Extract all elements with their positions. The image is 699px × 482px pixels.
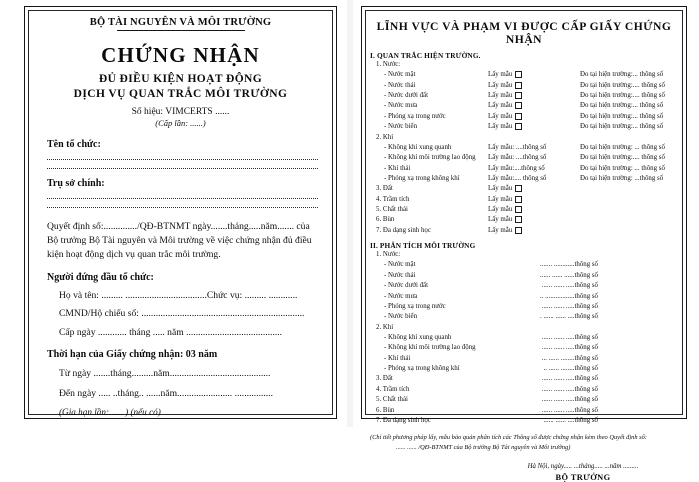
scope-group-label: 5. Chất thải — [376, 206, 408, 214]
sampling-checkbox[interactable] — [515, 102, 522, 109]
onsite-measurement-cell[interactable]: Đo tại hiện trường:... thông số — [580, 123, 664, 131]
scope-group-row[interactable] — [370, 395, 678, 405]
scope-item-row[interactable] — [370, 302, 678, 312]
sampling-checkbox[interactable] — [515, 227, 522, 234]
sampling-checkbox[interactable] — [515, 206, 522, 213]
signer-role: BỘ TRƯỞNG — [555, 473, 611, 482]
sampling-checkbox[interactable] — [515, 92, 522, 99]
right-page-border — [361, 6, 687, 482]
scope-item-row[interactable] — [370, 70, 678, 80]
sampling-label: Lấy mẫu — [488, 81, 513, 89]
sampling-label: Lấy mẫu — [488, 102, 513, 110]
sampling-cell[interactable] — [488, 91, 580, 101]
onsite-measurement-cell[interactable]: Đo tại hiện trường:.... thông số — [580, 92, 665, 100]
scope-item-label: - Nước biển — [384, 313, 418, 321]
scope-item-label: - Khí thải — [384, 164, 411, 172]
sampling-label: Lấy mẫu — [488, 216, 513, 224]
sampling-cell — [488, 153, 580, 163]
scope-group-label: 6. Bùn — [376, 406, 395, 414]
scope-item-row[interactable] — [370, 260, 678, 270]
leader-id-issue-date-field[interactable]: Cấp ngày ............ tháng ..... năm ........................................ — [59, 326, 283, 338]
sampling-label: Lấy mẫu — [488, 195, 513, 203]
scope-group-label: 3. Đất — [376, 185, 393, 193]
sampling-cell[interactable] — [488, 205, 580, 215]
sampling-label: Lấy mẫu — [488, 92, 513, 100]
onsite-measurement-cell[interactable]: Đo tại hiện trường: ... thông số — [580, 164, 665, 172]
scope-item-row[interactable] — [370, 281, 678, 291]
organization-leader-label: Người đứng đầu tổ chức: — [47, 272, 154, 284]
onsite-measurement-cell[interactable]: Đo tại hiện trường:... thông số — [580, 71, 664, 79]
scope-item-label: - Phóng xạ trong không khí — [384, 365, 460, 373]
right-page-content — [370, 13, 678, 482]
scope-group-row[interactable] — [370, 416, 678, 426]
decision-paragraph: Quyết định số:............../QĐ-BTNMT ngày.......tháng.....năm....... của Bộ trưởng Bộ Tài nguyên và Môi trường về việc chứng nhận đủ điều kiện hoạt động dịch vụ quan trắc môi trường. — [47, 221, 312, 261]
scope-item-label: - Nước mưa — [384, 292, 418, 300]
footnote-line-2: ...... ...... /QĐ-BTNMT của Bộ trưởng Bộ Tài nguyên và Môi trường) — [396, 443, 571, 451]
sampling-checkbox[interactable] — [515, 113, 522, 120]
certificate-subtitle-2: DỊCH VỤ QUAN TRẮC MÔI TRƯỜNG — [73, 88, 288, 101]
sampling-label: Lấy mẫu:....thông số — [488, 164, 545, 172]
scope-item-row[interactable] — [370, 333, 678, 343]
signature-block — [370, 463, 678, 482]
parameter-count-cell[interactable]: ...... ...... .....thông số — [541, 385, 598, 393]
head-office-label: Trụ sở chính: — [47, 178, 105, 190]
scope-item-label: - Nước dưới đất — [384, 282, 429, 290]
scope-item-label: - Không khí môi trường lao động — [384, 154, 476, 162]
scope-group-row[interactable] — [370, 195, 678, 205]
scope-group-row[interactable] — [370, 205, 678, 215]
scope-item-row[interactable] — [370, 312, 678, 322]
footnote-line-1: (Chỉ tiết phương pháp lấy, mẫu bảo quản phân tích các Thông số được chứng nhận kèm theo Quyết định số: — [370, 434, 647, 442]
parameter-count-cell[interactable]: ...... ...... .....thông số — [541, 344, 598, 352]
scope-item-row[interactable] — [370, 101, 678, 111]
scope-group-label: 6. Bùn — [376, 216, 395, 224]
sampling-cell — [488, 174, 580, 184]
parameter-count-cell[interactable]: .. .................thông số — [540, 292, 598, 300]
scope-title: LĨNH VỰC VÀ PHẠM VI ĐƯỢC CẤP GIẤY CHỨNG NHẬN — [376, 20, 672, 46]
extension-note: (Gia hạn lần:...... ) (nếu có) — [59, 407, 161, 418]
left-page-content — [33, 13, 328, 418]
onsite-measurement-cell[interactable]: Đo tại hiện trường:... thông số — [580, 112, 664, 120]
sampling-cell — [488, 164, 580, 174]
sampling-cell[interactable] — [488, 122, 580, 132]
scope-item-row[interactable] — [370, 122, 678, 132]
section-1-heading: I. QUAN TRẮC HIỆN TRƯỜNG. — [370, 51, 481, 60]
leader-fullname-field[interactable]: Họ và tên: ......... ..................................Chức vụ: ......... ............ — [59, 290, 298, 302]
sampling-label: Lấy mẫu — [488, 185, 513, 193]
scope-item-row[interactable] — [370, 112, 678, 122]
scope-group-row — [370, 250, 678, 260]
scope-group-row — [370, 133, 678, 143]
sampling-label: Lấy mẫu:.... thông số — [488, 174, 547, 182]
sampling-checkbox[interactable] — [515, 82, 522, 89]
ministry-underline — [117, 30, 245, 31]
sampling-cell[interactable] — [488, 81, 580, 91]
sampling-cell[interactable] — [488, 226, 580, 236]
certificate-title: CHỨNG NHẬN — [101, 43, 260, 68]
scope-group-label: 1. Nước: — [376, 61, 401, 68]
scope-group-label: 7. Đa dạng sinh học — [376, 226, 431, 234]
scope-group-row — [370, 60, 678, 70]
certificate-code: Số hiệu: VIMCERTS ...... — [131, 107, 230, 118]
parameter-count-cell[interactable]: ...... ...... .....thông số — [541, 282, 598, 290]
sampling-cell[interactable] — [488, 112, 580, 122]
parameter-count-cell[interactable]: ...... ...... .....thông số — [541, 302, 598, 310]
scope-item-row[interactable] — [370, 81, 678, 91]
certificate-subtitle-1: ĐỦ ĐIỀU KIỆN HOẠT ĐỘNG — [98, 73, 263, 86]
scope-group-label: 2. Khí — [376, 323, 394, 331]
scope-item-row[interactable] — [370, 364, 678, 374]
scope-group-label: 3. Đất — [376, 375, 393, 383]
scope-group-label: 5. Chất thải — [376, 396, 408, 404]
scope-item-label: - Phóng xạ trong nước — [384, 112, 446, 120]
sampling-checkbox[interactable] — [515, 216, 522, 223]
scope-group-label: 7. Đa dạng sinh học — [376, 416, 431, 424]
scope-item-row[interactable] — [370, 271, 678, 281]
valid-from-date-field[interactable]: Từ ngày .......tháng.........năm.......................................... — [59, 368, 271, 380]
sampling-label: Lấy mẫu — [488, 226, 513, 234]
scope-group-row[interactable] — [370, 184, 678, 194]
onsite-measurement-cell[interactable]: Đo tại hiện trường:... thông số — [580, 102, 664, 110]
sampling-cell[interactable] — [488, 195, 580, 205]
section-2-body — [370, 250, 678, 426]
sampling-checkbox[interactable] — [515, 196, 522, 203]
scope-item-row[interactable] — [370, 292, 678, 302]
scope-group-label: 4. Trầm tích — [376, 385, 410, 393]
scope-item-label: - Không khí môi trường lao động — [384, 344, 476, 352]
sampling-cell[interactable] — [488, 184, 580, 194]
parameter-count-cell[interactable]: ...... ...... .....thông số — [541, 396, 598, 404]
scope-item-row[interactable] — [370, 343, 678, 353]
leader-id-number-field[interactable]: CMND/Hộ chiếu số: .................................................................... — [59, 308, 305, 320]
scope-footnote — [370, 433, 678, 452]
scope-item-label: - Nước biển — [384, 123, 418, 131]
valid-to-date-field[interactable]: Đến ngày ..... ..tháng.. ......năm....................... ................ — [59, 387, 273, 399]
validity-period-label: Thời hạn của Giấy chứng nhận: 03 năm — [47, 349, 218, 361]
scope-group-label: 1. Nước: — [376, 251, 401, 259]
signature-place-date: Hà Nội, ngày..... ...tháng..... ...năm ......... — [527, 463, 639, 471]
scope-item-label: - Khí thải — [384, 354, 411, 362]
head-office-field-line-1[interactable] — [47, 198, 318, 199]
parameter-count-cell[interactable]: . ...... ...... ....thông số — [540, 313, 598, 321]
parameter-count-cell[interactable]: ...... ...... ......thông số — [540, 271, 598, 279]
organization-name-label: Tên tổ chức: — [47, 139, 101, 151]
scope-item-label: - Nước mưa — [384, 102, 418, 110]
sampling-checkbox[interactable] — [515, 71, 522, 78]
scope-page-right — [353, 0, 699, 482]
scope-group-row[interactable] — [370, 385, 678, 395]
sampling-cell[interactable] — [488, 70, 580, 80]
scope-group-row — [370, 323, 678, 333]
onsite-measurement-cell[interactable]: Đo tại hiện trường:.... thông số — [580, 81, 665, 89]
scope-item-label: - Nước dưới đất — [384, 92, 429, 100]
scope-group-label: 4. Trầm tích — [376, 195, 410, 203]
section-2-heading: II. PHÂN TÍCH MÔI TRƯỜNG — [370, 241, 476, 251]
onsite-measurement-cell[interactable]: Đo tại hiện trường: ...thông số — [580, 174, 664, 182]
sampling-label: Lấy mẫu — [488, 123, 513, 131]
ministry-heading: BỘ TÀI NGUYÊN VÀ MÔI TRƯỜNG — [89, 17, 272, 28]
scope-item-row[interactable] — [370, 91, 678, 101]
scope-item-label: - Nước mặt — [384, 261, 416, 269]
scope-item-label: - Phóng xạ trong không khí — [384, 174, 460, 182]
sampling-label: Lấy mẫu: ....thông số — [488, 143, 547, 151]
scope-item-label: - Không khí xung quanh — [384, 333, 452, 341]
scope-item-row[interactable] — [370, 174, 678, 184]
parameter-count-cell[interactable]: ....... ............thông số — [540, 261, 598, 269]
sampling-label: Lấy mẫu — [488, 112, 513, 120]
onsite-measurement-cell[interactable]: Đo tại hiện trường: ... thông số — [580, 143, 665, 151]
scope-group-label: 2. Khí — [376, 133, 394, 141]
sampling-cell[interactable] — [488, 215, 580, 225]
sampling-cell[interactable] — [488, 101, 580, 111]
scope-item-row[interactable] — [370, 354, 678, 364]
sampling-label: Lấy mẫu — [488, 71, 513, 79]
sampling-checkbox[interactable] — [515, 185, 522, 192]
parameter-count-cell[interactable]: .. ...... ........thông số — [543, 365, 598, 373]
sampling-label: Lấy mẫu — [488, 206, 513, 214]
parameter-count-cell[interactable]: ...... ...... .....thông số — [541, 375, 598, 383]
certificate-reissue-count: (Cấp lần: ......) — [155, 118, 206, 129]
scope-item-row[interactable] — [370, 153, 678, 163]
parameter-count-cell[interactable]: ...... ...... .....thông số — [541, 333, 598, 341]
parameter-count-cell[interactable]: ...... ...... ....thông số — [543, 416, 598, 424]
sampling-cell — [488, 143, 580, 153]
sampling-label: Lấy mẫu: ....thông số — [488, 154, 547, 162]
parameter-count-cell[interactable]: ... ...... ........thông số — [541, 354, 598, 362]
left-page-border — [24, 6, 337, 419]
scope-item-label: - Nước thải — [384, 271, 416, 279]
scope-item-label: - Không khí xung quanh — [384, 143, 452, 151]
scope-item-row[interactable] — [370, 164, 678, 174]
scope-item-label: - Nước mặt — [384, 71, 416, 79]
scope-item-label: - Phóng xạ trong nước — [384, 302, 446, 310]
scope-group-row[interactable] — [370, 215, 678, 225]
scope-group-row[interactable] — [370, 226, 678, 236]
scope-group-row[interactable] — [370, 374, 678, 384]
scope-item-label: - Nước thải — [384, 81, 416, 89]
parameter-count-cell[interactable]: ...... ...... .....thông số — [541, 406, 598, 414]
scope-item-row[interactable] — [370, 143, 678, 153]
sampling-checkbox[interactable] — [515, 123, 522, 130]
onsite-measurement-cell[interactable]: Đo tại hiện trường:.... thông số — [580, 154, 665, 162]
section-1-body — [370, 60, 678, 236]
certificate-page-left — [0, 0, 347, 427]
scope-group-row[interactable] — [370, 406, 678, 416]
organization-name-field-line-1[interactable] — [47, 159, 318, 160]
